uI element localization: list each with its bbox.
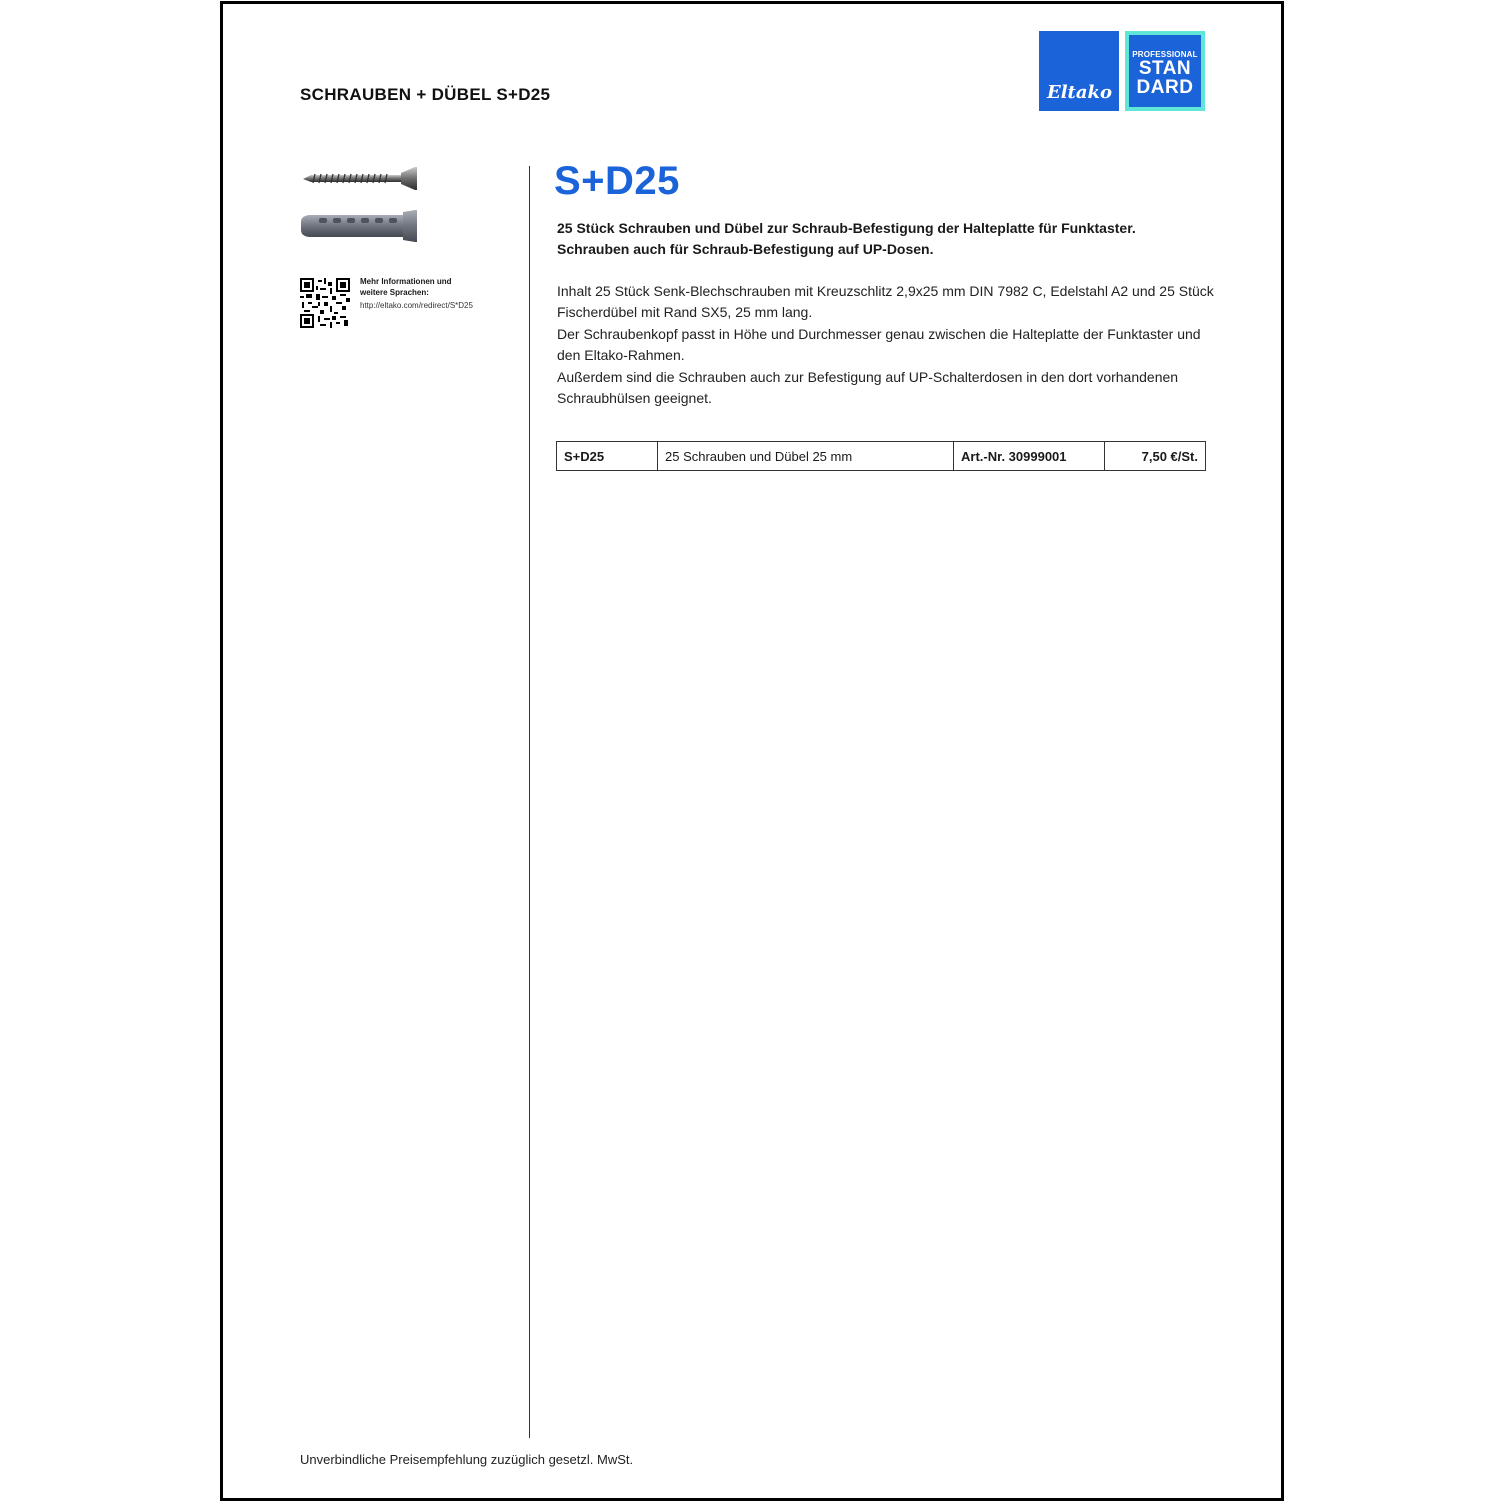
page-header-title: SCHRAUBEN + DÜBEL S+D25: [300, 85, 551, 104]
order-price-cell: 7,50 €/St.: [1105, 442, 1206, 471]
order-description-cell: 25 Schrauben und Dübel 25 mm: [658, 442, 954, 471]
description-line: Schraubhülsen geeignet.: [557, 390, 712, 407]
professional-standard-logo: [1125, 31, 1205, 111]
dowel-image: [299, 208, 423, 244]
order-article-cell: Art.-Nr. 30999001: [954, 442, 1105, 471]
qr-url-link[interactable]: http://eltako.com/redirect/S*D25: [360, 301, 473, 310]
standard-logo-top: PROFESSIONAL: [1132, 50, 1198, 59]
description-line: Inhalt 25 Stück Senk-Blechschrauben mit Kreuzschlitz 2,9x25 mm DIN 7982 C, Edelstahl A2 und 25 Stück: [557, 283, 1214, 299]
lead-line: 25 Stück Schrauben und Dübel zur Schraub-Befestigung der Halteplatte für Funktaster.: [557, 220, 1136, 236]
description-line: Fischerdübel mit Rand SX5, 25 mm lang.: [557, 304, 813, 321]
qr-label-line2: weitere Sprachen:: [360, 288, 429, 297]
eltako-logo: [1039, 31, 1119, 111]
qr-label: [360, 276, 470, 298]
column-divider: [529, 166, 530, 1438]
product-description: [557, 281, 1214, 409]
description-line: Der Schraubenkopf passt in Höhe und Durchmesser genau zwischen die Halteplatte der Funktaster und: [557, 325, 1201, 342]
description-line: den Eltako-Rahmen.: [557, 347, 685, 364]
product-title: S+D25: [554, 159, 680, 203]
eltako-logo-text: Eltako: [1047, 82, 1113, 103]
product-lead: [557, 218, 1197, 260]
description-line: Außerdem sind die Schrauben auch zur Befestigung auf UP-Schalterdosen in den dort vorhandenen: [557, 368, 1179, 385]
screw-image: [301, 162, 421, 192]
standard-logo-line2: DARD: [1136, 77, 1194, 98]
standard-logo-line1: STAN: [1138, 58, 1192, 79]
document-page: [220, 1, 1284, 1501]
lead-line: Schrauben auch für Schraub-Befestigung auf UP-Dosen.: [557, 241, 934, 257]
order-name-cell: S+D25: [557, 442, 658, 471]
order-table: [556, 441, 1206, 471]
footer-note: Unverbindliche Preisempfehlung zuzüglich gesetzl. MwSt.: [300, 1452, 634, 1467]
table-row: [557, 442, 1206, 471]
qr-code: [300, 278, 350, 328]
qr-label-line1: Mehr Informationen und: [360, 277, 452, 286]
